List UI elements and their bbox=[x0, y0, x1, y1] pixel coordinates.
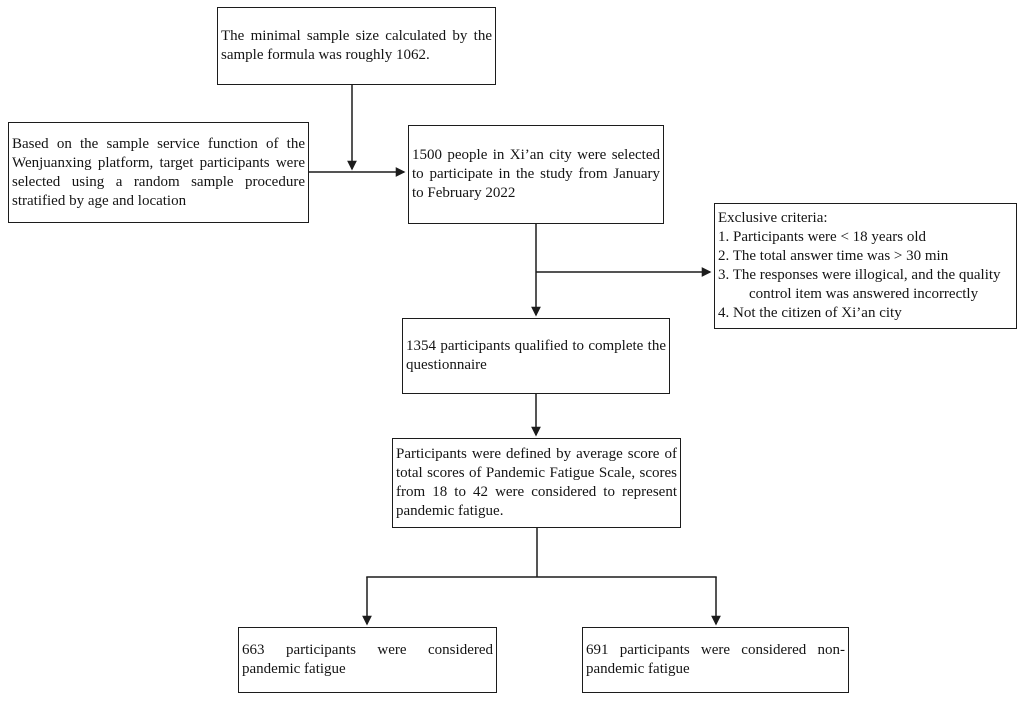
exclusive-criteria-item-4: 4. Not the citizen of Xi’an city bbox=[718, 305, 902, 321]
exclusive-criteria-item-2: 2. The total answer time was > 30 min bbox=[718, 248, 949, 264]
box-exclusive-criteria bbox=[714, 203, 1017, 329]
exclusive-criteria-title: Exclusive criteria: bbox=[718, 210, 828, 226]
box-minimal-sample-size: The minimal sample size calculated by the sample formula was roughly 1062. bbox=[217, 7, 496, 85]
exclusive-criteria-item-3: 3. The responses were illogical, and the quality control item was answered incorrectly bbox=[718, 267, 1001, 302]
box-non-pandemic-fatigue-691: 691 participants were considered non-pandemic fatigue bbox=[582, 627, 849, 693]
box-selected-1500: 1500 people in Xi’an city were selected to participate in the study from January to February 2022 bbox=[408, 125, 664, 224]
box-sampling-method: Based on the sample service function of the Wenjuanxing platform, target participants were selected using a random sample procedure stratified by age and location bbox=[8, 122, 309, 223]
box-pandemic-fatigue-663: 663 participants were considered pandemic fatigue bbox=[238, 627, 497, 693]
box-qualified-1354: 1354 participants qualified to complete the questionnaire bbox=[402, 318, 670, 394]
box-fatigue-definition: Participants were defined by average score of total scores of Pandemic Fatigue Scale, scores from 18 to 42 were considered to represent pandemic fatigue. bbox=[392, 438, 681, 528]
exclusive-criteria-item-1: 1. Participants were < 18 years old bbox=[718, 229, 926, 245]
